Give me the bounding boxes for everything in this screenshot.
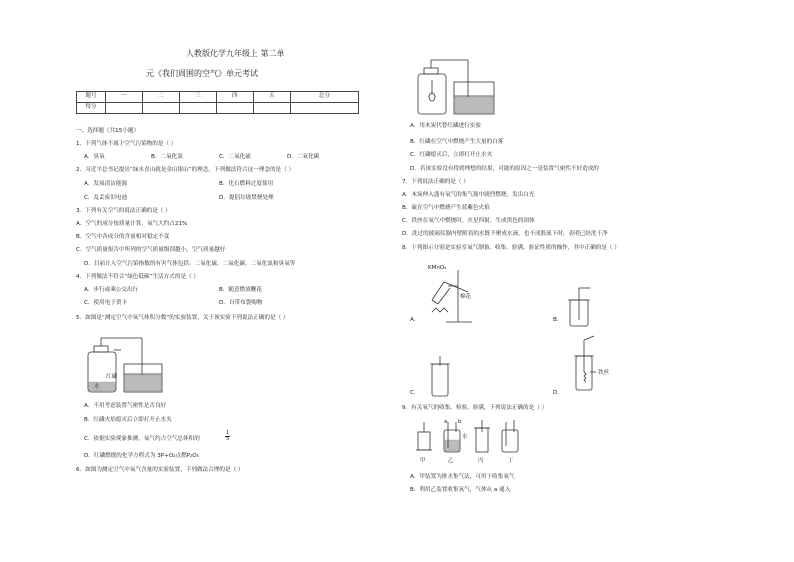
q8-option-c: C． xyxy=(410,390,420,396)
q5-fraction xyxy=(225,431,230,442)
q4-option-d: D．自带布袋购物 xyxy=(219,300,263,306)
q1-option-a: A．臭氧 xyxy=(84,154,105,160)
q2-option-d: D．提倡垃圾焚烧处理 xyxy=(219,195,274,201)
q3-stem: 3．下列有关空气的说法正确的是（ ） xyxy=(76,208,171,214)
score-table-header-row xyxy=(77,92,359,103)
q2-option-c: C．乱丢废旧电池 xyxy=(84,195,128,201)
q9-label-b: b xyxy=(458,419,462,425)
q6-apparatus-figure xyxy=(410,50,520,118)
q2-stem: 2．习近平总书记提出“绿水青山就是金山银山”的理念，下列做法符合这一理念的是（ ） xyxy=(76,167,295,173)
q8-figure-b xyxy=(560,286,600,330)
q1-option-c: C．二氧化硫 xyxy=(219,154,251,160)
q7-option-b: B．硫在空气中燃烧产生蓝紫色火焰 xyxy=(402,205,490,211)
q8-option-d: D． xyxy=(553,390,563,396)
q9-label-jia: 甲 xyxy=(420,458,426,464)
q9-label-a: a xyxy=(444,419,448,425)
score-header-cell: 三 xyxy=(179,92,216,103)
score-header-cell: 一 xyxy=(106,92,143,103)
q4-option-c: C．使用电子贺卡 xyxy=(84,300,128,306)
q5-fraction-denominator: 5 xyxy=(226,436,230,442)
q1-stem: 1．下列气体不属于空气污染物的是（ ） xyxy=(76,141,177,147)
q4-option-a: A．步行或乘公交出行 xyxy=(84,287,139,293)
q9-label-yi: 乙 xyxy=(448,458,454,464)
score-row-label: 得分 xyxy=(77,103,106,114)
score-blank-cell[interactable] xyxy=(253,103,290,114)
q8-figure-d xyxy=(564,336,624,396)
score-header-cell: 题号 xyxy=(77,92,106,103)
q3-option-b: B．空气中各成分的含量相对稳定不变 xyxy=(76,234,170,240)
q8-option-b: B． xyxy=(553,317,563,323)
q9-option-b: B．利用乙装置收集氧气，气体从 a 通入 xyxy=(410,487,511,493)
q9-figures xyxy=(410,418,540,466)
q8-label-iron-wire: 铁丝 xyxy=(598,370,610,376)
q8-option-a: A． xyxy=(410,317,420,323)
q5-label-red-phosphorus: 红磷 xyxy=(106,374,118,380)
score-header-cell: 五 xyxy=(253,92,290,103)
q8-stem: 8．下列图示分别是实验室氧气制备、收集、验满、验证性质的操作，其中正确的是（ ） xyxy=(402,245,620,251)
score-header-cell: 四 xyxy=(216,92,253,103)
q6-option-d: D．若该实验没有得到理想的结果，可能的原因之一是装置气密性不好造成的 xyxy=(410,166,599,172)
score-header-cell: 总分 xyxy=(290,92,358,103)
q6-stem: 6．如图为测定空气中氧气含量的实验装置，下列做法合理的是（ ） xyxy=(76,467,244,473)
q5-option-b: B．红磷火焰熄灭后立即打开止水夹 xyxy=(84,417,172,423)
q5-label-water: 水 xyxy=(94,384,100,390)
q5-fraction-numerator: 1 xyxy=(226,430,230,436)
q2-option-a: A．发展清洁能源 xyxy=(84,181,127,187)
score-blank-cell[interactable] xyxy=(216,103,253,114)
q5-option-d: D．红磷燃烧的化学方程式为 3P+O₂点燃P₂O₅ xyxy=(84,453,199,459)
q8-label-cotton: 棉花 xyxy=(460,294,472,300)
q2-option-b: B．化石燃料过度使用 xyxy=(219,181,274,187)
score-table-score-row xyxy=(77,103,359,114)
q4-option-b: B．随意燃放鞭花 xyxy=(219,287,262,293)
q9-stem: 9．有关氧气的收集、检验、验满，下列说法正确的是（ ） xyxy=(402,405,548,411)
q6-option-c: C．红磷熄灭后，立即打开止水夹 xyxy=(410,152,493,158)
q9-label-ding: 丁 xyxy=(508,458,514,464)
q7-stem: 7．下列说法正确的是（ ） xyxy=(402,179,469,185)
q8-figure-c xyxy=(422,356,462,400)
score-blank-cell[interactable] xyxy=(179,103,216,114)
q5-apparatus-figure xyxy=(80,330,180,400)
q3-option-a: A．空气的成分按质量计算，氧气大约占21% xyxy=(76,221,188,227)
q6-option-b: B．红磷在空气中燃烧产生大量的白雾 xyxy=(410,139,504,145)
page-title-line1: 人教版化学九年级上 第二单 xyxy=(186,49,285,58)
q5-option-c: C．依据实验现象推测，氧气约占空气总体积的 xyxy=(84,436,200,442)
q7-option-a: A．木炭伸入盛有氧气的集气瓶中剧烈燃烧，发出白光 xyxy=(402,192,535,198)
score-blank-cell[interactable] xyxy=(290,103,358,114)
page-title-line2: 元《我们周围的空气》单元考试 xyxy=(146,69,258,78)
section-heading: 一、选择题（共15小题） xyxy=(76,128,140,134)
q1-option-d: D．二氧化碳 xyxy=(287,154,320,160)
q6-option-a: A．用木炭代替红磷进行实验 xyxy=(410,123,481,129)
q9-label-water: 水 xyxy=(462,434,468,440)
q9-option-a: A．甲装置为排水集气法，可用于收集氧气 xyxy=(410,474,515,480)
q5-stem: 5．如图是“测定空气中氧气体积分数”的实验装置，关于该实验下列说法正确的是（ ） xyxy=(76,315,289,321)
score-blank-cell[interactable] xyxy=(142,103,179,114)
q9-label-bing: 丙 xyxy=(478,458,484,464)
q5-option-a: A．不用考虑装置气密性是否良好 xyxy=(84,403,167,409)
score-table xyxy=(76,91,359,114)
q8-figure-a xyxy=(424,260,484,326)
q8-label-kmno4: KMnO₄ xyxy=(428,265,447,271)
score-header-cell: 二 xyxy=(142,92,179,103)
q4-stem: 4．下列做法不符合“绿色低碳”生活方式的是（ ） xyxy=(76,274,200,280)
q7-option-c: C．铁丝在氧气中燃烧时，火星四射，生成黑色的固体 xyxy=(402,218,535,224)
q7-option-d: D．洗过的玻璃仪器内壁附着的水既不聚成水滴，也不成股流下时，表明已经洗干净 xyxy=(402,231,608,237)
q1-option-b: B．二氧化氮 xyxy=(151,154,183,160)
q3-option-d: D．目前计入空气污染指数的有害气体包括：二氧化硫、二氧化碳、二氧化氮和臭氧等 xyxy=(84,261,296,267)
q3-option-c: C．空气质量报告中所列的空气质量级别越小，空气质量越好 xyxy=(76,247,226,253)
score-blank-cell[interactable] xyxy=(106,103,143,114)
